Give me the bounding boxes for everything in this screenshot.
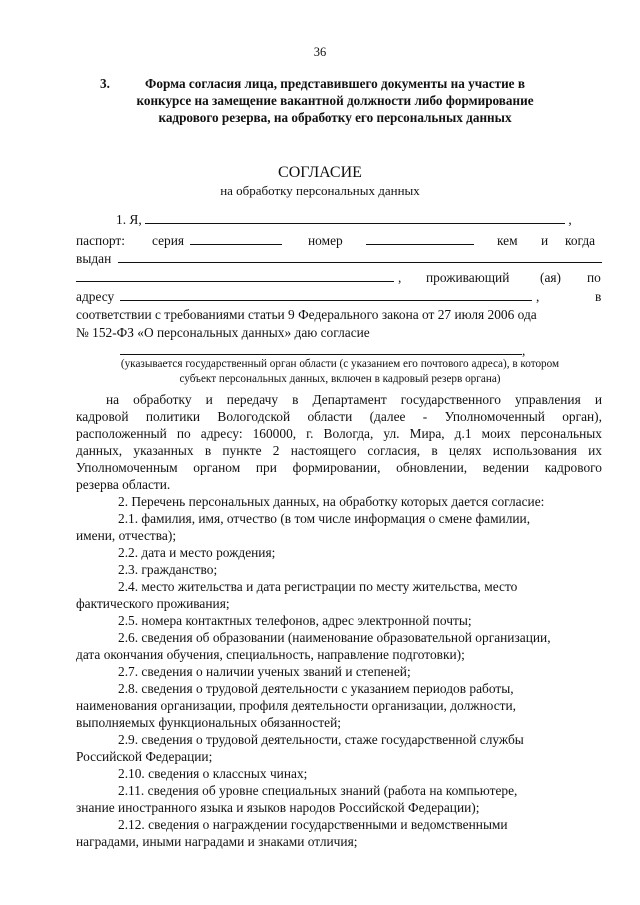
law-line: соответствии с требованиями статьи 9 Федерального закона от 27 июля 2006 ода bbox=[76, 307, 537, 322]
comma: , bbox=[568, 212, 572, 227]
comma: , bbox=[536, 289, 540, 304]
field-note bbox=[80, 357, 600, 387]
heading-line: Форма согласия лица, представившего документы на участие в bbox=[145, 76, 525, 91]
purpose-line: резерва области. bbox=[76, 477, 171, 492]
issued-by-field-cont[interactable] bbox=[76, 269, 394, 286]
residing-suffix: (ая) bbox=[540, 270, 562, 285]
list-item: 2.5. номера контактных телефонов, адрес электронной почты; bbox=[118, 613, 472, 628]
issued-label: выдан bbox=[76, 251, 112, 266]
purpose-line: расположенный по адресу: 160000, г. Вологда, ул. Мира, д.1 моих персональных bbox=[76, 426, 602, 441]
list-item: 2.12. сведения о награждении государственными и ведомственными bbox=[118, 817, 508, 832]
passport-series-field[interactable] bbox=[190, 232, 282, 249]
list-item: имени, отчества); bbox=[76, 528, 177, 543]
by-whom-label: кем bbox=[497, 233, 518, 248]
law-line: № 152-ФЗ «О персональных данных» даю согласие bbox=[76, 325, 370, 340]
page-number: 36 bbox=[313, 45, 327, 59]
when-label: когда bbox=[565, 233, 596, 248]
list-item: 2.8. сведения о трудовой деятельности с указанием периодов работы, bbox=[118, 681, 514, 696]
heading-line: конкурсе на замещение вакантной должности либо формирование bbox=[136, 93, 534, 108]
consent-subtitle: на обработку персональных данных bbox=[220, 183, 420, 198]
and-label: и bbox=[541, 233, 549, 248]
list-item: фактического проживания; bbox=[76, 596, 230, 611]
list-item: 2.11. сведения об уровне специальных знаний (работа на компьютере, bbox=[118, 783, 518, 798]
list-item: 2.1. фамилия, имя, отчество (в том числе информация о смене фамилии, bbox=[118, 511, 531, 526]
number-label: номер bbox=[308, 233, 343, 248]
note-line: субъект персональных данных, включен в кадровый резерв органа) bbox=[179, 373, 501, 385]
list-item: выполняемых функциональных обязанностей; bbox=[76, 715, 341, 730]
list-item: наименования организации, профиля деятельности организации, должности, bbox=[76, 698, 517, 713]
in-label: в bbox=[595, 289, 602, 304]
consent-title: СОГЛАСИЕ bbox=[278, 164, 362, 181]
list-item: 2.6. сведения об образовании (наименование образовательной организации, bbox=[118, 630, 551, 645]
address-label: адресу bbox=[76, 289, 115, 304]
list-intro: 2. Перечень персональных данных, на обработку которых дается согласие: bbox=[118, 494, 545, 509]
list-item: наградами, иными наградами и знаками отличия; bbox=[76, 834, 358, 849]
at-label: по bbox=[587, 270, 601, 285]
address-field[interactable] bbox=[120, 288, 532, 305]
list-item: 2.9. сведения о трудовой деятельности, стаже государственной службы bbox=[118, 732, 524, 747]
i-prefix: 1. Я, bbox=[116, 212, 142, 227]
series-label: серия bbox=[152, 233, 185, 248]
note-line: (указывается государственный орган области (с указанием его почтового адреса), в котором bbox=[120, 358, 560, 370]
fullname-field[interactable] bbox=[145, 212, 565, 224]
list-item: 2.10. сведения о классных чинах; bbox=[118, 766, 308, 781]
residing-label: проживающий bbox=[426, 270, 510, 285]
purpose-line: кадровой политики Вологодской области (далее - Уполномоченный орган), bbox=[76, 409, 602, 424]
list-item: дата окончания обучения, специальность, направление подготовки); bbox=[76, 647, 465, 662]
section-heading bbox=[100, 75, 570, 126]
list-item: знание иностранного языка и языков народов Российской Федерации); bbox=[76, 800, 480, 815]
list-item: 2.2. дата и место рождения; bbox=[118, 545, 276, 560]
passport-label: паспорт: bbox=[76, 233, 126, 248]
list-item: 2.7. сведения о наличии ученых званий и степеней; bbox=[118, 664, 411, 679]
purpose-line: данных, указанных в пункте 2 настоящего согласия, в целях использования их bbox=[76, 443, 602, 458]
organ-field[interactable]: , bbox=[120, 342, 525, 359]
passport-number-field[interactable] bbox=[366, 232, 474, 249]
issued-by-field[interactable] bbox=[118, 250, 602, 267]
list-item: Российской Федерации; bbox=[76, 749, 213, 764]
list-item: 2.3. гражданство; bbox=[118, 562, 218, 577]
comma: , bbox=[398, 270, 402, 285]
heading-line: кадрового резерва, на обработку его персональных данных bbox=[158, 110, 512, 125]
heading-number: 3. bbox=[100, 76, 110, 91]
list-item: 2.4. место жительства и дата регистрации по месту жительства, место bbox=[118, 579, 518, 594]
purpose-line: на обработку и передачу в Департамент государственного управления и bbox=[106, 392, 602, 407]
fullname-line bbox=[116, 211, 572, 228]
purpose-line: Уполномоченным органом при формировании, обновлении, ведении кадрового bbox=[76, 460, 602, 475]
